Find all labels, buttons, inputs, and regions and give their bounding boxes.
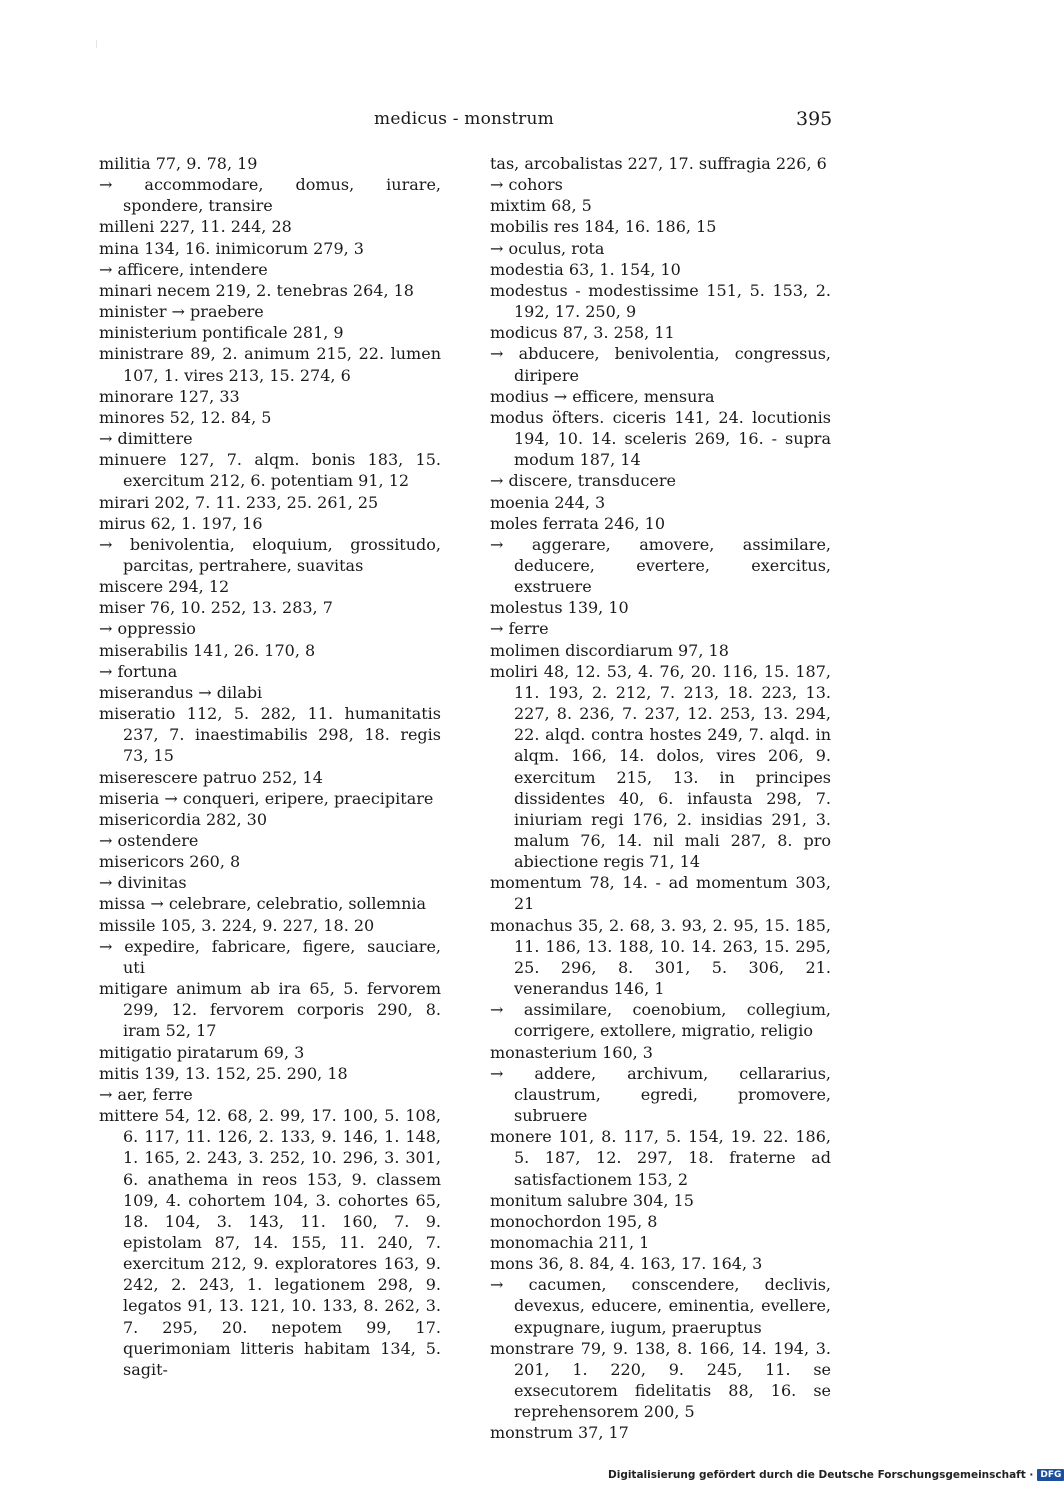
index-entry: molimen discordiarum 97, 18 bbox=[490, 640, 729, 660]
index-entry: mobilis res 184, 16. 186, 15 bbox=[490, 217, 717, 237]
index-entry: minorare 127, 33 bbox=[99, 386, 240, 406]
index-entry: minuere 127, 7. alqm. bonis 183, 15. exercitum 212, 6. potentiam 91, 12 bbox=[99, 450, 441, 491]
index-entry: monochordon 195, 8 bbox=[490, 1211, 658, 1231]
index-entry: monachus 35, 2. 68, 3. 93, 2. 95, 15. 185, 11. 186, 13. 188, 10. 14. 263, 15. 295, 25. 296, 8. 301, 5. 306, 21. venerandus 146, 1 bbox=[490, 915, 831, 999]
index-entry: mitis 139, 13. 152, 25. 290, 18 bbox=[99, 1063, 348, 1083]
index-entry: miser 76, 10. 252, 13. 283, 7 bbox=[99, 598, 333, 618]
page-number: 395 bbox=[796, 108, 833, 130]
index-entry: moles ferrata 246, 10 bbox=[490, 513, 666, 533]
index-entry: minari necem 219, 2. tenebras 264, 18 bbox=[99, 280, 414, 300]
index-entry: → dimittere bbox=[99, 429, 193, 449]
index-entry: → oppressio bbox=[99, 619, 196, 639]
index-entry: monasterium 160, 3 bbox=[490, 1042, 653, 1062]
index-entry: moenia 244, 3 bbox=[490, 492, 606, 512]
index-entry: modicus 87, 3. 258, 11 bbox=[490, 323, 675, 343]
index-entry: → assimilare, coenobium, collegium, corrigere, extollere, migratio, religio bbox=[490, 1000, 831, 1041]
index-entry: → cacumen, conscendere, declivis, devexus, educere, eminentia, evellere, expugnare, iugum, praeruptus bbox=[490, 1275, 831, 1337]
index-entry: moliri 48, 12. 53, 4. 76, 20. 116, 15. 187, 11. 193, 2. 212, 7. 213, 18. 223, 13. 227, 8. 236, 7. 237, 12. 253, 13. 294, 22. alqd. contra hostes 249, 7. alqd. in alqm. 166, 14. dolos, vires 206, 9. exercitum 215, 13. in principes dissidentes 40, 6. infausta 298, 7. iniuriam regi 176, 2. insidias 291, 3. malum 76, 14. nil mali 287, 8. pro abiectione regis 71, 14 bbox=[490, 661, 831, 872]
index-entry: → benivolentia, eloquium, grossitudo, parcitas, pertrahere, suavitas bbox=[99, 534, 441, 575]
index-entry: → aggerare, amovere, assimilare, deducere, evertere, exercitus, exstruere bbox=[490, 534, 831, 597]
index-entry: miserescere patruo 252, 14 bbox=[99, 767, 323, 787]
index-entry: → ostendere bbox=[99, 831, 199, 850]
footer-text: Digitalisierung gefördert durch die Deutsche Forschungsgemeinschaft · bbox=[608, 1469, 1034, 1481]
index-entry: momentum 78, 14. - ad momentum 303, 21 bbox=[490, 873, 831, 914]
index-entry: missile 105, 3. 224, 9. 227, 18. 20 bbox=[99, 915, 375, 935]
index-column-right bbox=[490, 153, 831, 1444]
index-entry: → afficere, intendere bbox=[99, 259, 268, 279]
index-entry: mirari 202, 7. 11. 233, 25. 261, 25 bbox=[99, 492, 379, 512]
index-entry: militia 77, 9. 78, 19 bbox=[99, 154, 258, 173]
index-entry: miseria → conqueri, eripere, praecipitare bbox=[99, 788, 434, 808]
index-entry: monomachia 211, 1 bbox=[490, 1232, 650, 1252]
index-entry: miserabilis 141, 26. 170, 8 bbox=[99, 640, 316, 660]
index-entry: miseratio 112, 5. 282, 11. humanitatis 237, 7. inaestimabilis 298, 18. regis 73, 15 bbox=[99, 704, 441, 766]
scan-mark bbox=[96, 40, 97, 48]
index-entry: minores 52, 12. 84, 5 bbox=[99, 407, 272, 427]
index-entry: monstrum 37, 17 bbox=[490, 1423, 629, 1443]
index-entry: → accommodare, domus, iurare, spondere, transire bbox=[99, 175, 441, 216]
index-entry: → ferre bbox=[490, 619, 549, 639]
index-entry: → divinitas bbox=[99, 873, 187, 893]
index-entry: → oculus, rota bbox=[490, 238, 605, 258]
index-entry: miserandus → dilabi bbox=[99, 682, 263, 702]
index-entry: misericordia 282, 30 bbox=[99, 809, 268, 829]
index-entry: mina 134, 16. inimicorum 279, 3 bbox=[99, 238, 364, 258]
index-entry: → aer, ferre bbox=[99, 1084, 193, 1104]
index-entry: missa → celebrare, celebratio, sollemnia bbox=[99, 894, 427, 914]
index-entry: monitum salubre 304, 15 bbox=[490, 1190, 694, 1210]
index-entry: → cohors bbox=[490, 175, 563, 195]
index-entry: mitigare animum ab ira 65, 5. fervorem 299, 12. fervorem corporis 290, 8. iram 52, 17 bbox=[99, 979, 441, 1041]
index-entry: mixtim 68, 5 bbox=[490, 196, 592, 216]
index-entry: mittere 54, 12. 68, 2. 99, 17. 100, 5. 108, 6. 117, 11. 126, 2. 133, 9. 146, 1. 148, 1. 165, 2. 243, 3. 252, 10. 296, 3. 301, 6. anathema in reos 153, 9. classem 109, 4. cohortem 104, 3. cohortes 65, 18. 104, 3. 143, 11. 160, 7. 9. epistolam 87, 14. 155, 11. 240, 7. exercitum 212, 9. exploratores 163, 9. 242, 2. 243, 1. legationem 298, 9. legatos 91, 13. 121, 10. 133, 8. 262, 3. 7. 295, 20. nepotem 99, 17. querimoniam litteris habitam 134, 5. sagit- bbox=[99, 1106, 441, 1379]
index-entry: mons 36, 8. 84, 4. 163, 17. 164, 3 bbox=[490, 1254, 763, 1274]
index-entry: modus öfters. ciceris 141, 24. locutionis 194, 10. 14. sceleris 269, 16. - supra modum 187, 14 bbox=[490, 407, 831, 470]
index-entry: → discere, transducere bbox=[490, 471, 677, 491]
index-entry: ministrare 89, 2. animum 215, 22. lumen 107, 1. vires 213, 15. 274, 6 bbox=[99, 344, 441, 385]
index-column-left bbox=[99, 153, 441, 1380]
index-entry: tas, arcobalistas 227, 17. suffragia 226, 6 bbox=[490, 154, 827, 173]
index-entry: mitigatio piratarum 69, 3 bbox=[99, 1042, 305, 1062]
index-entry: ministerium pontificale 281, 9 bbox=[99, 323, 344, 343]
index-entry: minister → praebere bbox=[99, 302, 264, 322]
index-entry: miscere 294, 12 bbox=[99, 577, 230, 597]
index-entry: misericors 260, 8 bbox=[99, 852, 241, 872]
index-entry: → abducere, benivolentia, congressus, diripere bbox=[490, 344, 831, 385]
index-entry: molestus 139, 10 bbox=[490, 598, 629, 618]
dfg-logo: DFG bbox=[1037, 1469, 1064, 1481]
index-entry: modestus - modestissime 151, 5. 153, 2. 192, 17. 250, 9 bbox=[490, 280, 831, 322]
running-header: medicus - monstrum bbox=[374, 109, 554, 129]
index-entry: monere 101, 8. 117, 5. 154, 19. 22. 186, 5. 187, 12. 297, 18. fraterne ad satisfactionem 153, 2 bbox=[490, 1127, 831, 1189]
index-entry: → addere, archivum, cellararius, claustrum, egredi, promovere, subruere bbox=[490, 1063, 831, 1126]
index-entry: milleni 227, 11. 244, 28 bbox=[99, 217, 292, 237]
index-entry: mirus 62, 1. 197, 16 bbox=[99, 513, 263, 533]
index-entry: modius → efficere, mensura bbox=[490, 386, 715, 406]
index-entry: monstrare 79, 9. 138, 8. 166, 14. 194, 3. 201, 1. 220, 9. 245, 11. se exsecutorem fidelitatis 88, 16. se reprehensorem 200, 5 bbox=[490, 1338, 831, 1422]
index-entry: → fortuna bbox=[99, 661, 178, 681]
index-entry: → expedire, fabricare, figere, sauciare, uti bbox=[99, 936, 441, 977]
index-entry: modestia 63, 1. 154, 10 bbox=[490, 259, 681, 279]
funding-footer bbox=[608, 1469, 1064, 1481]
